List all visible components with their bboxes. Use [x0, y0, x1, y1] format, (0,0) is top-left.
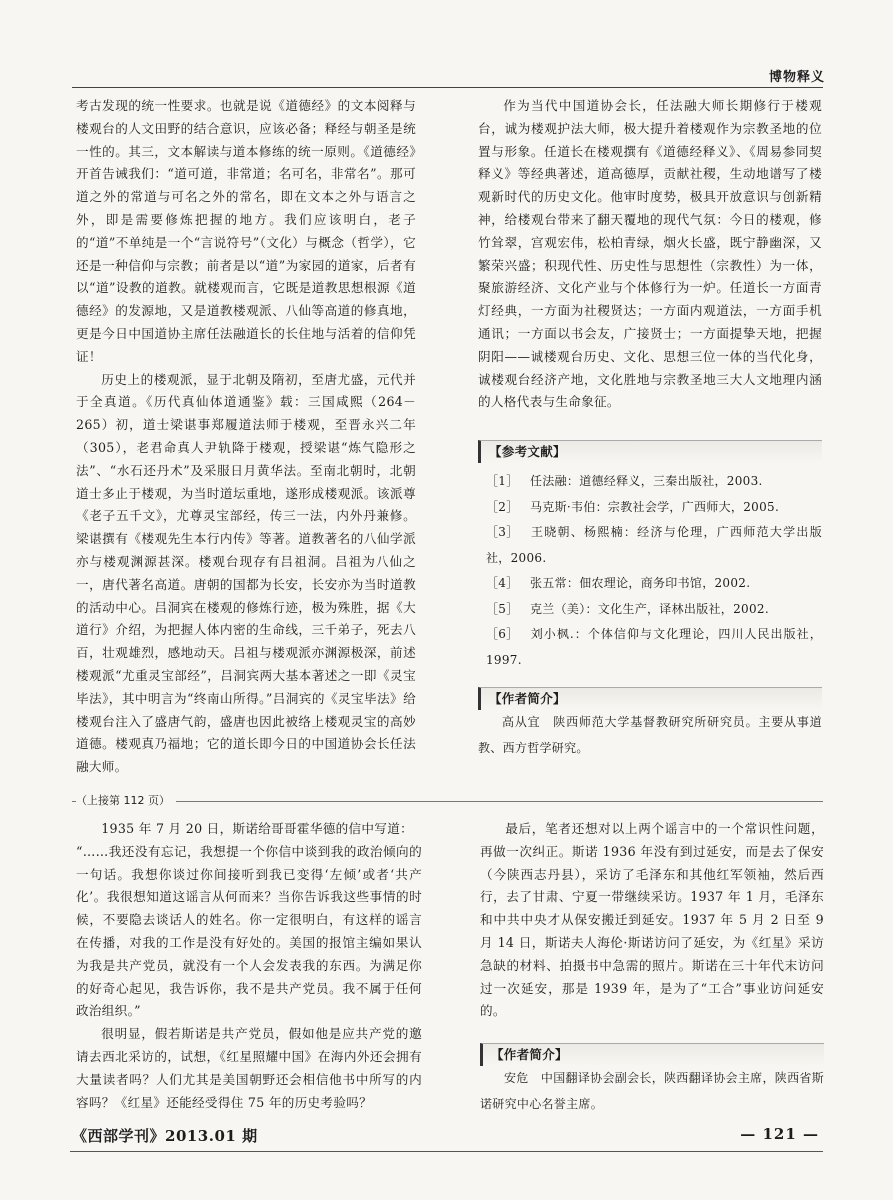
reference-text: 王晓朝、杨熙楠：经济与伦理，广西师范大学出版社，2006. [486, 525, 822, 565]
reference-number: ［6］ [486, 627, 519, 642]
letter-quote: “……我还没有忘记，我想提一个你信中谈到我的政治倾向的一句话。我想你谈过你间接听到我已变得‘左倾’或者‘共产化’。我很想知道这谣言从何而来？当你告诉我这些事情的时候，不要隐去谈话人的姓名。你一定很明白，有这样的谣言在传播，对我的工作是没有好处的。美国的报馆主编如果认为我是共产党员，就没有一个人会发表我的东西。为满足你的好奇心起见，我告诉你，我不是共产党员。我不属于任何政治组织。” [76, 843, 422, 1019]
reference-item [478, 571, 822, 597]
article1-left-column [76, 95, 416, 779]
article1-paragraph: 历史上的楼观派，显于北朝及隋初，至唐尤盛，元代并于全真道。《历代真仙体道通鉴》载：三国咸熙（264－265）初，道士梁谌事郑履道法师于楼观，至晋永兴二年（305），老君命真人尹轨降于楼观，授梁谌“炼气隐形之法”、“水石还丹术”及采服日月黄华法。至南北朝时，北朝道士多止于楼观，为当时道坛重地，遂形成楼观派。该派尊《老子五千文》，尤尊灵宝部经，传三一法，内外丹兼修。梁谌撰有《楼观先生本行内传》等著。道教著名的八仙学派亦与楼观渊源甚深。楼观台现存有吕祖洞。吕祖为八仙之一，唐代著名高道。唐朝的国都为长安，长安亦为当时道教的活动中心。吕洞宾在楼观的修炼行迹，极为殊胜，据《大道行》介绍，为把握人体内密的生命线，三千弟子，死去八百，壮观雄烈，感地动天。吕祖与楼观派亦渊源极深，前述楼观派“尤重灵宝部经”，吕洞宾两大基本著述之一即《灵宝毕法》，其中明言为“终南山所得。”吕洞宾的《灵宝毕法》给楼观台注入了盛唐气韵，盛唐也因此被络上楼观灵宝的高妙道德。楼观真乃福地；它的道长即今日的中国道协会长任法融大师。 [76, 371, 416, 775]
article1-paragraph: 作为当代中国道协会长，任法融大师长期修行于楼观台，诚为楼观护法大师，极大提升着楼观作为宗教圣地的位置与形象。任道长在楼观撰有《道德经释义》、《周易参同契释义》等经典著述，道高德厚，贡献社稷，生动地谱写了楼观新时代的历史文化。他审时度势，极具开放意识与创新精神，给楼观台带来了翻天覆地的现代气氛：今日的楼观，修竹耸翠，宫观宏伟，松柏青绿，烟火长盛，既宁静幽深，又繁荣兴盛；积现代性、历史性与思想性（宗教性）为一体，聚旅游经济、文化产业与个体修行为一炉。任道长一方面青灯经典，一方面为社稷贤达；一方面内观道法，一方面手机通讯；一方面以书会友，广接贤士；一方面提挚天地，把握阴阳——诚楼观台历史、文化、思想三位一体的当代化身，诚楼观台经济产地，文化胜地与宗教圣地三大人文地理内涵的人格代表与生命象征。 [478, 98, 822, 410]
reference-number: ［2］ [486, 499, 519, 514]
article1-right-column [478, 95, 822, 761]
reference-item [478, 597, 822, 623]
article2-paragraph: 最后，笔者还想对以上两个谣言中的一个常识性问题，再做一次纠正。斯诺 1936 年没有到过延安，而是去了保安（今陕西志丹县），采访了毛泽东和其他红军领袖，然后西行，去了甘肃、宁夏一带继续采访。1937 年 1 月，毛泽东和中共中央才从保安搬迁到延安。1937 年 5 月 2 日至 9 月 14 日，斯诺夫人海伦·斯诺访问了延安，为《红星》采访急缺的材料、拍摄书中急需的照片。斯诺在三十年代末访问过一次延安，那是 1939 年，是为了“工合”事业访问延安的。 [480, 821, 824, 1019]
footer-rule [70, 1151, 823, 1152]
reference-item [478, 520, 822, 571]
reference-item [478, 469, 822, 495]
references-heading: 【参考文献】 [478, 440, 822, 463]
article-divider [72, 801, 823, 802]
author-bio-heading: 【作者简介】 [478, 687, 822, 710]
article2-right-column [480, 818, 824, 1117]
reference-number: ［1］ [486, 474, 519, 489]
author-bio-heading: 【作者简介】 [480, 1043, 824, 1066]
reference-number: ［3］ [486, 525, 519, 540]
reference-text: 刘小枫.：个体信仰与文化理论，四川人民出版社，1997. [486, 627, 822, 667]
reference-text: 张五常：佃农理论，商务印书馆，2002. [530, 576, 751, 591]
journal-title: 《西部学刊》2013.01 期 [72, 1127, 258, 1145]
reference-text: 任法融：道德经释义，三秦出版社，2003. [530, 474, 763, 489]
page-number: — 121 — [740, 1125, 819, 1143]
reference-item [478, 495, 822, 521]
reference-number: ［5］ [486, 601, 519, 616]
reference-text: 马克斯·韦伯：宗教社会学，广西师大，2005. [530, 499, 780, 514]
continued-from-label: （上接第 112 页） [76, 792, 176, 808]
author-bio-text: 高从宜 陕西师范大学基督教研究所研究员。主要从事道教、西方哲学研究。 [478, 715, 822, 755]
header-rule [72, 87, 823, 88]
article2-paragraph: 很明显，假若斯诺是共产党员，假如他是应共产党的邀请去西北采访的，试想，《红星照耀中国》在海内外还会拥有大量读者吗？人们尤其是美国朝野还会相信他书中所写的内容吗？《红星》还能经受得住 75 年的历史考验吗？ [76, 1026, 422, 1110]
author-bio-text: 安危 中国翻译协会副会长，陕西翻译协会主席，陕西省斯诺研究中心名誉主席。 [480, 1071, 824, 1111]
section-label: 博物释义 [768, 70, 825, 85]
reference-number: ［4］ [486, 576, 519, 591]
reference-item [478, 622, 822, 673]
article2-paragraph: 1935 年 7 月 20 日，斯诺给哥哥霍华德的信中写道： [101, 821, 413, 836]
reference-list [478, 469, 822, 673]
reference-text: 克兰（美）：文化生产，译林出版社，2002. [530, 601, 769, 616]
article1-paragraph: 考古发现的统一性要求。也就是说《道德经》的文本阅释与楼观台的人文田野的结合意识，应该必备；释经与朝圣是统一性的。其三，文本解读与道本修练的统一原则。《道德经》开首告诫我们：“道可道，非常道；名可名，非常名”。那可道之外的常道与可名之外的常名，即在文本之外与语言之外，即是需要修炼把握的地方。我们应该明白，老子的“道”不单纯是一个“言说符号”（文化）与概念（哲学），它还是一种信仰与宗教；前者是以“道”为家园的道家，后者有以“道”设教的道教。就楼观而言，它既是道教思想根源《道德经》的发源地，又是道教楼观派、八仙等高道的修真地，更是今日中国道协主席任法融道长的长住地与活着的信仰凭证！ [76, 98, 416, 364]
article2-left-column [76, 818, 422, 1114]
